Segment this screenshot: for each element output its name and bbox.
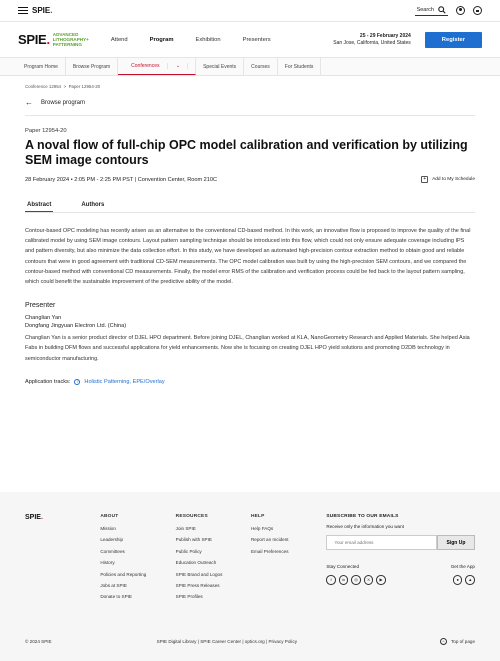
arrow-left-icon: ← [25, 98, 33, 107]
tab-authors[interactable]: Authors [81, 202, 105, 208]
footer-resources-heading: RESOURCES [175, 514, 208, 519]
tracks-label: Application tracks: [25, 378, 71, 385]
subnav-conferences[interactable]: Conferences ⌄ [118, 58, 196, 75]
footer [0, 492, 500, 661]
stay-connected-label: Stay Connected [326, 564, 360, 569]
footer-subscribe [326, 514, 475, 606]
presenter-heading: Presenter [25, 302, 56, 310]
sub-nav [0, 58, 500, 76]
footer-help-heading: HELP [250, 514, 265, 519]
subnav-special-events[interactable]: Special Events [196, 58, 244, 75]
android-icon[interactable]: ▲ [465, 575, 475, 585]
footer-link[interactable]: SPIE Press Releases [175, 582, 220, 588]
footer-link[interactable]: Jobs at SPIE [100, 582, 127, 588]
nav-presenters[interactable]: Presenters [242, 36, 271, 43]
footer-help [251, 514, 326, 606]
top-bar [0, 0, 500, 22]
presenter-affiliation: Dongfang Jingyuan Electron Ltd. (China) [25, 323, 127, 330]
back-link[interactable] [25, 98, 475, 107]
search-box[interactable] [415, 5, 448, 16]
menu-icon[interactable] [18, 7, 28, 15]
footer-about [100, 514, 175, 606]
footer-about-heading: ABOUT [100, 514, 119, 519]
sign-up-button[interactable]: Sign Up [437, 535, 475, 550]
nav-exhibition[interactable]: Exhibition [195, 36, 221, 43]
divider [25, 115, 475, 116]
account-icon[interactable] [456, 6, 465, 15]
subnav-for-students[interactable]: For Students [278, 58, 322, 75]
application-tracks [25, 379, 475, 385]
subnav-browse-program[interactable]: Browse Program [66, 58, 118, 75]
footer-link[interactable]: Email Preferences [250, 548, 289, 554]
presenter-name: Changlian Yan [25, 315, 62, 322]
event-info [333, 33, 411, 46]
footer-logo[interactable]: SPIE. [25, 514, 43, 521]
breadcrumb-separator: > [62, 84, 68, 89]
abstract-text: Contour-based OPC modeling has recently arisen as an alternative to the conventional CD-based method. In this work, an innovative flow is proposed to improve the quality of the final calibrated model by using SEM image contours. Layout pattern sampling technique should be introduced into this flow, which could not only ensure adequate coverage including IPS and pattern diversity, but also minimize the data collection effort. In this study, we have developed an automated high-precision contour extraction method to obtain good and reliable contours that were in good agreement with traditional CD-SEM measurements. The OPC model calibration was built by using the high-precision SEM contours, and we compared the contour-based method with conventional CD measurements. Finally, the model error RMS of the calibration and verification process could be fed back to the layout pattern sampling, which could benefit the sustainable improvement of the predictive ability of the model. [25, 228, 471, 286]
breadcrumb-conference[interactable]: Conference 12954 [25, 84, 62, 89]
main-nav [0, 22, 500, 58]
event-location: San Jose, California, United States [333, 39, 411, 46]
copyright: © 2024 SPIE [25, 639, 52, 644]
add-to-schedule-button[interactable] [421, 176, 475, 183]
subnav-program-home[interactable]: Program Home [18, 58, 66, 75]
breadcrumb-paper: Paper 12954-20 [68, 84, 101, 89]
back-label: Browse program [41, 99, 86, 106]
footer-link[interactable]: Report an Incident [250, 537, 289, 543]
linkedin-icon[interactable]: in [339, 575, 349, 585]
paper-id: Paper 12954-20 [25, 128, 67, 134]
footer-link[interactable]: History [100, 560, 115, 566]
help-icon[interactable]: ? [76, 379, 79, 385]
add-to-schedule-label: Add to My Schedule [432, 177, 475, 182]
footer-bottom-links[interactable]: SPIE Digital Library | SPIE Career Center | optics.org | Privacy Policy [156, 639, 298, 644]
instagram-icon[interactable]: ◎ [351, 575, 361, 585]
apple-icon[interactable]: ● [453, 575, 463, 585]
footer-link[interactable]: Education Outreach [175, 560, 217, 566]
email-field[interactable] [326, 535, 437, 550]
footer-link[interactable]: Leadership [100, 537, 124, 543]
footer-link[interactable]: Publish with SPIE [175, 537, 212, 543]
presenter-bio: Changlian Yan is a senior product director of DJEL HPO department. Before joining DJEL, Changlian worked at KLA, NanoGeometry Research and Applied Materials. She helped Asia Fabs in building DFM flows and successful applications for yield enhancements. Now she is focusing on creating DJEL HPO yield solutions and promoting D2DB technology in semiconductor manufacturing. [25, 335, 470, 362]
paper-datetime-location: 28 February 2024 • 2:05 PM - 2:25 PM PST | Convention Center, Room 210C [25, 176, 218, 183]
facebook-icon[interactable]: f [326, 575, 336, 585]
paper-title: A noval flow of full-chip OPC model calibration and verification by utilizing SEM image contours [25, 138, 468, 167]
footer-resources [176, 514, 251, 606]
calendar-add-icon [421, 176, 428, 183]
subscribe-text: Receive only the information you want [326, 524, 404, 529]
conference-logo[interactable]: SPIE. ADVANCED LITHOGRAPHY+ PATTERNING [18, 32, 89, 47]
search-label: Search [416, 7, 434, 13]
search-icon [438, 6, 446, 14]
x-icon[interactable]: X [364, 575, 374, 585]
cart-icon[interactable] [473, 6, 482, 15]
top-logo[interactable]: SPIE. [32, 6, 53, 15]
top-of-page-link[interactable] [440, 638, 475, 645]
footer-link[interactable]: Mission [100, 526, 116, 531]
register-button[interactable]: Register [425, 32, 482, 48]
tab-bar [25, 202, 475, 213]
get-app-label: Get the App [450, 564, 475, 569]
arrow-up-icon: ^ [440, 638, 447, 645]
footer-link[interactable]: Donate to SPIE [100, 594, 132, 600]
footer-link[interactable]: Help FAQs [250, 526, 274, 531]
top-of-page-label: Top of page [450, 639, 475, 644]
event-dates: 25 - 29 February 2024 [359, 33, 411, 39]
breadcrumb [0, 76, 500, 89]
nav-program[interactable]: Program [149, 36, 174, 43]
youtube-icon[interactable]: ▶ [376, 575, 386, 585]
footer-link[interactable]: Join SPIE [175, 526, 196, 531]
tab-abstract[interactable]: Abstract [25, 202, 53, 212]
footer-link[interactable]: Policies and Reporting [100, 571, 147, 577]
footer-link[interactable]: Public Policy [175, 548, 202, 554]
chevron-down-icon: ⌄ [169, 63, 188, 69]
footer-link[interactable]: SPIE Profiles [175, 594, 203, 600]
footer-link[interactable]: Committees [100, 548, 125, 554]
subnav-courses[interactable]: Courses [244, 58, 278, 75]
tracks-link[interactable]: Holistic Patterning, EPE/Overlay [84, 378, 165, 385]
nav-attend[interactable]: Attend [110, 36, 128, 43]
footer-link[interactable]: SPIE Brand and Logos [175, 571, 223, 577]
subscribe-heading: SUBSCRIBE TO OUR EMAILS [326, 514, 399, 519]
